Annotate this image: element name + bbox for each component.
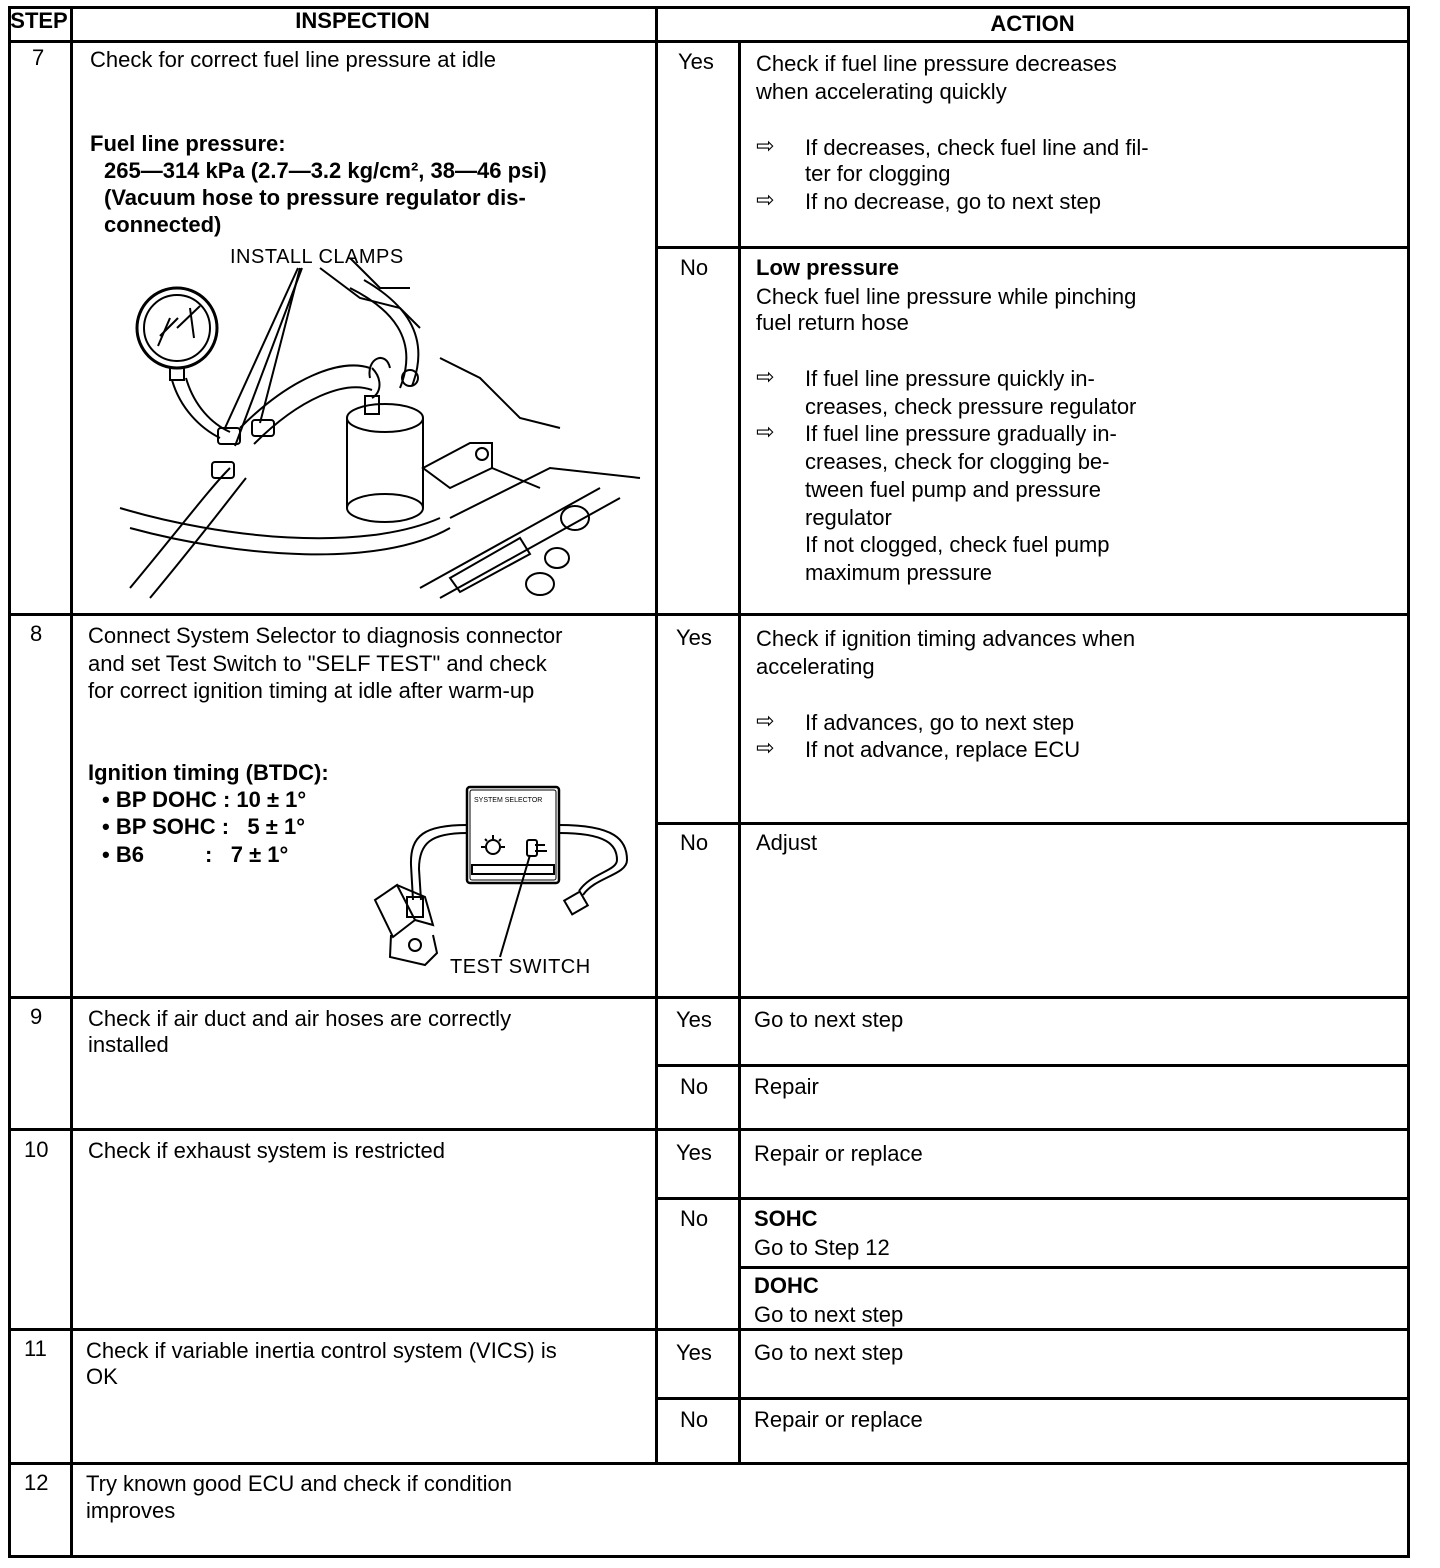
arrow-right-icon: ⇨ [756,708,775,733]
device-label: SYSTEM SELECTOR [474,797,543,804]
step-number: 7 [32,45,45,70]
action-text: If no decrease, go to next step [805,189,1101,214]
figure-label: TEST SWITCH [450,956,591,978]
row-divider [8,996,1410,999]
yes-label: Yes [676,625,712,650]
action-text: If not clogged, check fuel pump [805,532,1110,557]
action-text: If advances, go to next step [805,710,1075,735]
action-text: Check fuel line pressure while pinching [756,284,1137,309]
row-divider [8,613,1410,616]
action-title: SOHC [754,1206,818,1231]
action-text: If decreases, check fuel line and fil- [805,135,1149,160]
step-number: 8 [30,621,43,646]
inspection-text: OK [86,1364,118,1389]
spec-title: Ignition timing (BTDC): [88,760,329,785]
row-divider [8,1328,1410,1331]
header-inspection: INSPECTION [295,8,430,33]
yes-label: Yes [678,49,714,74]
action-text: Check if fuel line pressure decreases [756,51,1117,76]
arrow-right-icon: ⇨ [756,133,775,158]
no-label: No [680,1206,709,1231]
header-action: ACTION [990,11,1075,36]
action-text: Go to next step [754,1302,904,1327]
row-divider [8,40,1410,43]
spec-value: 265—314 kPa (2.7—3.2 kg/cm², 38—46 psi) [104,158,547,183]
action-text: Check if ignition timing advances when [756,626,1136,651]
inspection-text: Check if variable inertia control system (VICS) is [86,1338,557,1363]
action-text: Go to Step 12 [754,1235,890,1260]
action-text: accelerating [756,654,875,679]
spec-note: connected) [104,212,222,237]
inspection-text: improves [86,1498,176,1523]
step-number: 9 [30,1004,43,1029]
row-divider [8,1128,1410,1131]
step-number: 12 [24,1470,49,1495]
inspection-text: for correct ignition timing at idle after warm-up [88,678,535,703]
action-text: If not advance, replace ECU [805,737,1081,762]
header-step: STEP [10,8,68,33]
action-text: when accelerating quickly [756,79,1007,104]
subrow-divider [655,1064,1410,1067]
figure-label: INSTALL CLAMPS [230,246,404,268]
step-number: 11 [24,1336,47,1361]
inspection-text: Check if exhaust system is restricted [88,1138,446,1163]
action-text: Adjust [756,830,818,855]
action-text: creases, check for clogging be- [805,449,1110,474]
action-text: fuel return hose [756,310,909,335]
action-text: Go to next step [754,1007,904,1032]
inspection-text: Check if air duct and air hoses are correctly [88,1006,512,1031]
action-text: If fuel line pressure gradually in- [805,421,1117,446]
no-label: No [680,1074,709,1099]
action-text: Repair or replace [754,1141,923,1166]
fuel-pressure-gauge-illustration [120,268,640,604]
inspection-text: Connect System Selector to diagnosis connector [88,623,563,648]
action-text: Go to next step [754,1340,904,1365]
spec-note: (Vacuum hose to pressure regulator dis- [104,185,526,210]
col-divider [70,6,73,1558]
arrow-right-icon: ⇨ [756,419,775,444]
action-text: If fuel line pressure quickly in- [805,366,1095,391]
step-number: 10 [24,1137,49,1162]
no-label: No [680,1407,709,1432]
spec-line: • BP DOHC : 10 ± 1° [102,787,307,812]
action-title: DOHC [754,1273,819,1298]
arrow-right-icon: ⇨ [756,187,775,212]
subrow-divider [738,1266,1410,1269]
action-text: creases, check pressure regulator [805,394,1137,419]
inspection-text: and set Test Switch to "SELF TEST" and check [88,651,547,676]
inspection-text: Try known good ECU and check if condition [86,1471,512,1496]
col-divider [738,40,741,1462]
arrow-right-icon: ⇨ [756,364,775,389]
action-text: regulator [805,505,892,530]
spec-line: • BP SOHC : 5 ± 1° [102,814,305,839]
yes-label: Yes [676,1007,712,1032]
action-text: Repair [754,1074,819,1099]
inspection-text: Check for correct fuel line pressure at idle [90,47,496,72]
yes-label: Yes [676,1340,712,1365]
action-text: Repair or replace [754,1407,923,1432]
subrow-divider [655,822,1410,825]
row-divider [8,1462,1410,1465]
no-label: No [680,830,709,855]
system-selector-illustration [355,785,645,985]
action-text: ter for clogging [805,161,951,186]
yes-label: Yes [676,1140,712,1165]
subrow-divider [655,1197,1410,1200]
spec-line: • B6 : 7 ± 1° [102,842,289,867]
action-text: tween fuel pump and pressure [805,477,1101,502]
subrow-divider [655,1397,1410,1400]
action-text: maximum pressure [805,560,993,585]
arrow-right-icon: ⇨ [756,735,775,760]
inspection-text: installed [88,1032,169,1057]
subrow-divider [655,246,1410,249]
connector-plug-icon [564,892,588,915]
spec-title: Fuel line pressure: [90,131,286,156]
test-switch-icon [527,840,537,856]
action-title: Low pressure [756,255,900,280]
col-divider [655,6,658,1462]
no-label: No [680,255,709,280]
